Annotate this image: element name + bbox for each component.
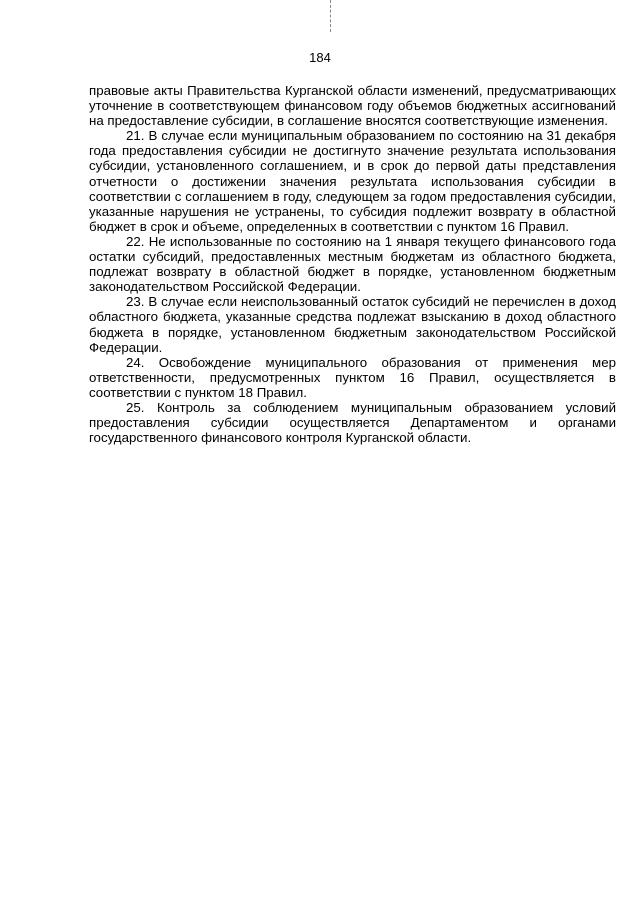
paragraph-continuation: правовые акты Правительства Курганской области изменений, предусматривающих уточнение в соответствующем финансовом году объемов бюджетных ассигнований на предоставление субсидии, в соглашение вносятся соответствующие изменения.: [89, 83, 616, 129]
paragraph-21: 21. В случае если муниципальным образованием по состоянию на 31 декабря года предоставления субсидии не достигнуто значение результата использования субсидии, установленного соглашением, и в срок до первой даты представления отчетности о достижении значения результата использования субсидии в соответствии с соглашением в году, следующем за годом предоставления субсидии, указанные нарушения не устранены, то субсидия подлежит возврату в областной бюджет в срок и объеме, определенных в соответствии с пунктом 16 Правил.: [89, 128, 616, 234]
page-number: 184: [309, 50, 331, 65]
document-body: [89, 83, 616, 445]
binding-mark: [330, 0, 331, 32]
paragraph-24: 24. Освобождение муниципального образования от применения мер ответственности, предусмотренных пунктом 16 Правил, осуществляется в соответствии с пунктом 18 Правил.: [89, 354, 616, 400]
paragraph-23: 23. В случае если неиспользованный остаток субсидий не перечислен в доход областного бюджета, указанные средства подлежат взысканию в доход областного бюджета в порядке, установленном бюджетным законодательством Российской Федерации.: [89, 294, 616, 355]
paragraph-22: 22. Не использованные по состоянию на 1 января текущего финансового года остатки субсидий, предоставленных местным бюджетам из областного бюджета, подлежат возврату в областной бюджет в порядке, установленном бюджетным законодательством Российской Федерации.: [89, 233, 616, 295]
paragraph-25: 25. Контроль за соблюдением муниципальным образованием условий предоставления субсидии осуществляется Департаментом и органами государственного финансового контроля Курганской области.: [89, 399, 616, 446]
